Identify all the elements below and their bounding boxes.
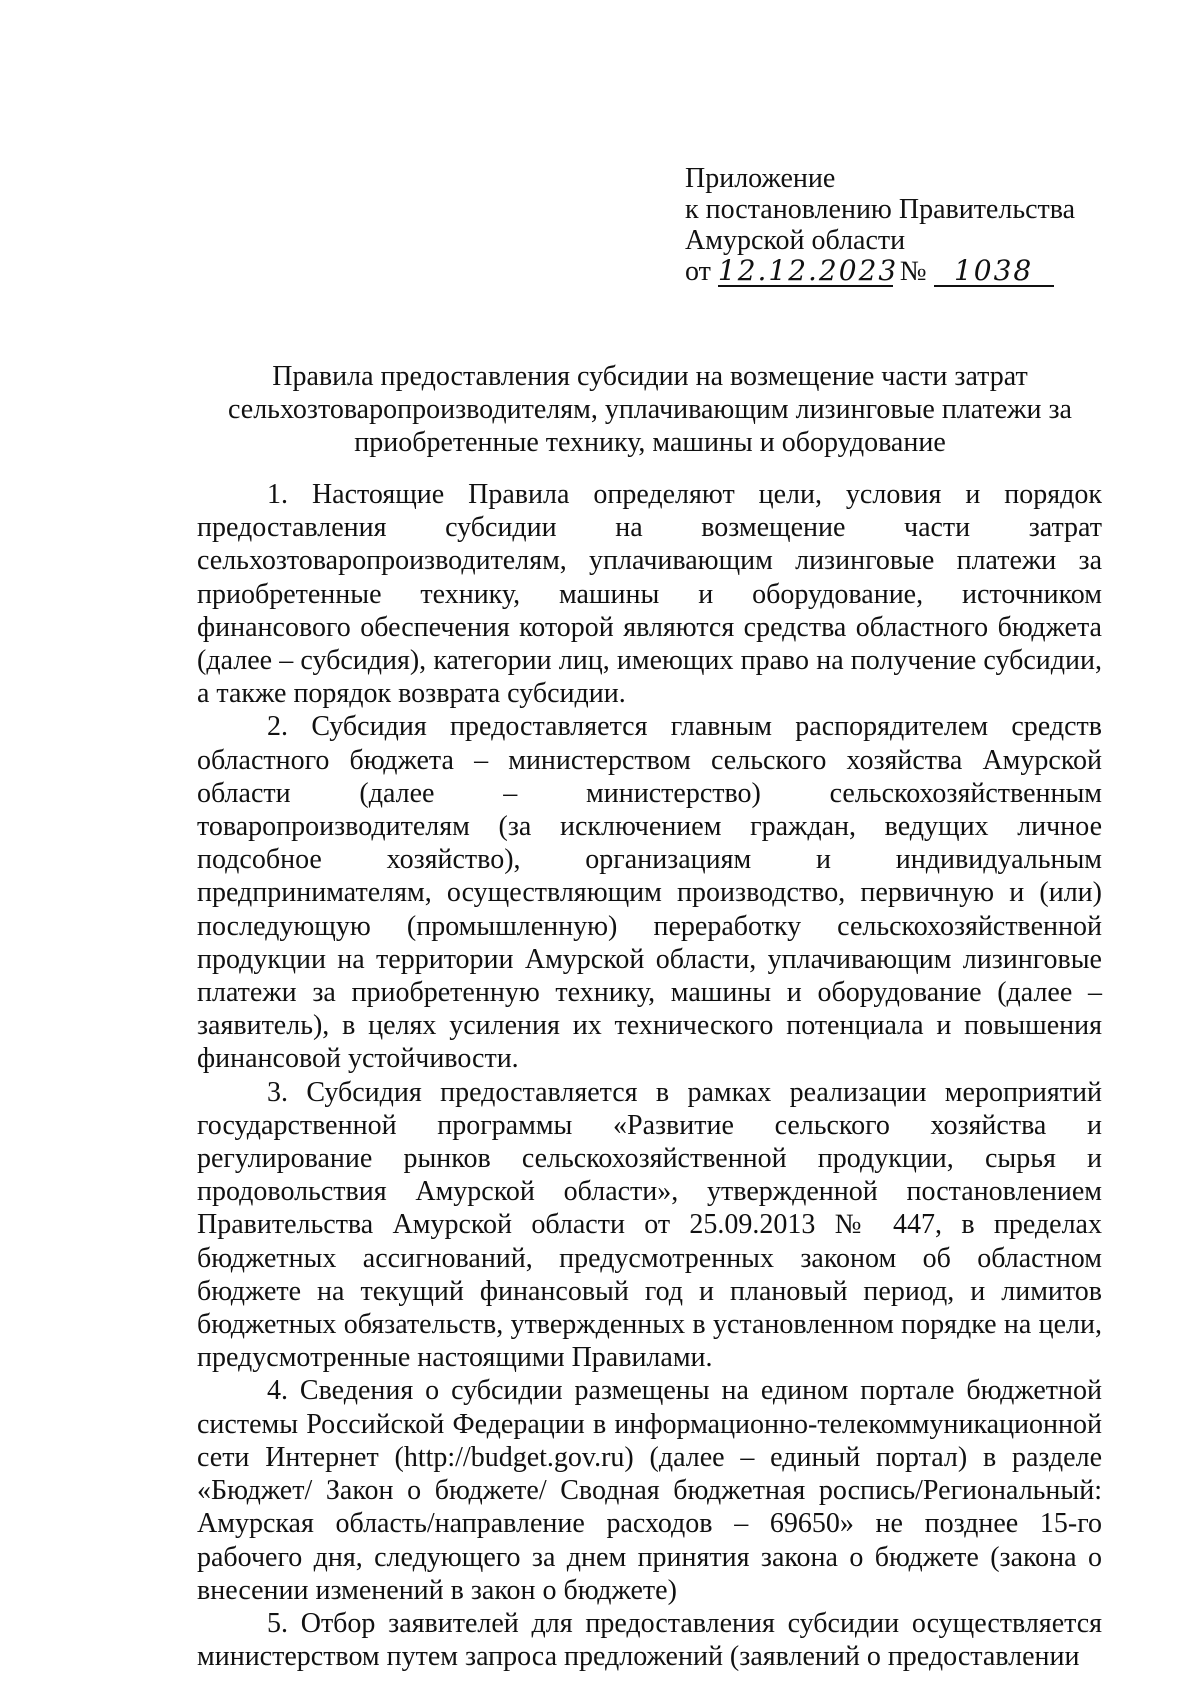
handwritten-number: 1038: [934, 257, 1054, 287]
title-line-2: сельхозтоваропроизводителям, уплачивающим лизинговые платежи за: [228, 394, 1072, 425]
annex-resolution-line: к постановлению Правительства: [685, 194, 1076, 225]
paragraph-1: 1. Настоящие Правила определяют цели, условия и порядок предоставления субсидии на возмещение части затрат сельхозтоваропроизводителям, уплачивающим лизинговые платежи за приобретенные технику, машины и оборудование, источником финансового обеспечения которой являются средства областного бюджета (далее – субсидия), категории лиц, имеющих право на получение субсидии, а также порядок возврата субсидии.: [197, 479, 1102, 710]
annex-block: [685, 163, 1075, 287]
date-prefix: от: [685, 256, 711, 287]
handwritten-date: 12.12.2023: [717, 254, 899, 287]
document-body: [197, 478, 1102, 1673]
title-line-3: приобретенные технику, машины и оборудование: [354, 427, 946, 458]
annex-date-number-line: [685, 256, 1075, 287]
document-title: [220, 360, 1080, 459]
annex-region-line: Амурской области: [685, 225, 906, 256]
paragraph-2: 2. Субсидия предоставляется главным распорядителем средств областного бюджета – министерством сельского хозяйства Амурской области (далее – министерство) сельскохозяйственным товаропроизводителям (за исключением граждан, ведущих личное подсобное хозяйство), организациям и индивидуальным предпринимателям, осуществляющим производство, первичную и (или) последующую (промышленную) переработку сельскохозяйственной продукции на территории Амурской области, уплачивающим лизинговые платежи за приобретенную технику, машины и оборудование (далее – заявитель), в целях усиления их технического потенциала и повышения финансовой устойчивости.: [197, 711, 1102, 1075]
paragraph-4: 4. Сведения о субсидии размещены на едином портале бюджетной системы Российской Федерации в информационно-телекоммуникационной сети Интернет (http://budget.gov.ru) (далее – единый портал) в разделе «Бюджет/ Закон о бюджете/ Сводная бюджетная роспись/Региональный: Амурская область/направление расходов – 69650» не позднее 15-го рабочего дня, следующего за днем принятия закона о бюджете (закона о внесении изменений в закон о бюджете): [197, 1375, 1102, 1606]
paragraph-5: 5. Отбор заявителей для предоставления субсидии осуществляется министерством путем запроса предложений (заявлений о предоставлении: [197, 1607, 1102, 1673]
paragraph-3: 3. Субсидия предоставляется в рамках реализации мероприятий государственной программы «Развитие сельского хозяйства и регулирование рынков сельскохозяйственной продукции, сырья и продовольствия Амурской области», утвержденной постановлением Правительства Амурской области от 25.09.2013 № 447, в пределах бюджетных ассигнований, предусмотренных законом об областном бюджете на текущий финансовый год и плановый период, и лимитов бюджетных обязательств, утвержденных в установленном порядке на цели, предусмотренные настоящими Правилами.: [197, 1076, 1102, 1374]
number-sign: №: [899, 256, 927, 287]
title-line-1: Правила предоставления субсидии на возмещение части затрат: [272, 361, 1028, 392]
annex-title: Приложение: [685, 163, 836, 194]
